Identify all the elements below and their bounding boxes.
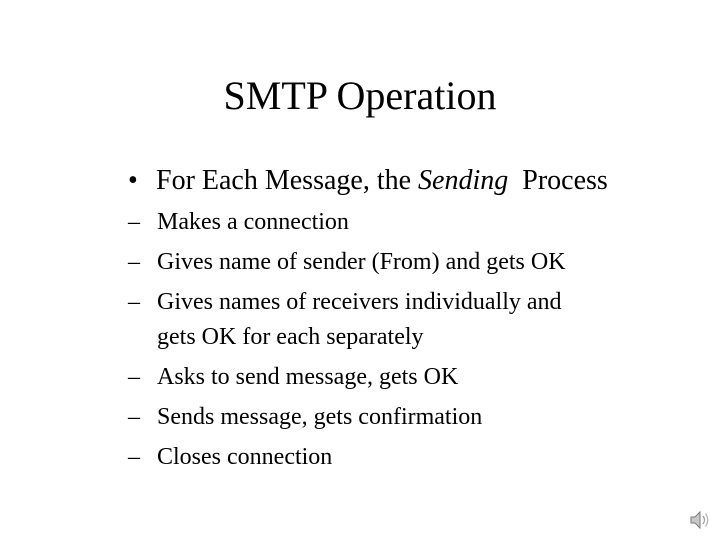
sub-bullet-text: Sends message, gets confirmation	[157, 404, 483, 430]
bullet-marker: •	[128, 165, 138, 196]
sub-bullet	[128, 282, 688, 357]
sub-bullet-list	[128, 202, 688, 477]
sub-bullet-text: Closes connection	[157, 444, 333, 470]
bullet-text-start: For Each Message, the	[156, 165, 419, 196]
bullet-text-italic: Sending	[418, 165, 509, 196]
sub-bullet-text: Makes a connection	[157, 209, 349, 235]
sub-bullet-marker: –	[128, 404, 140, 430]
sub-bullet-text: Asks to send message, gets OK	[157, 364, 459, 390]
slide-title: SMTP Operation	[223, 73, 497, 118]
sub-bullet	[128, 437, 688, 477]
sub-bullet-marker: –	[128, 364, 140, 390]
sub-bullet-text: Gives name of sender (From) and gets OK	[157, 249, 566, 275]
sub-bullet	[128, 202, 688, 242]
speaker-icon[interactable]	[688, 508, 712, 532]
sub-bullet-marker: –	[128, 209, 140, 235]
bullet-text-end: Process	[508, 165, 608, 196]
main-bullet	[128, 163, 608, 199]
sub-bullet-marker: –	[128, 289, 140, 315]
sub-bullet-marker: –	[128, 444, 140, 470]
sub-bullet-marker: –	[128, 249, 140, 275]
sub-bullet	[128, 397, 688, 437]
sub-bullet-text: Gives names of receivers individually and	[157, 289, 562, 315]
sub-bullet	[128, 242, 688, 282]
sub-bullet	[128, 357, 688, 397]
sub-bullet-continuation: gets OK for each separately	[157, 324, 424, 350]
